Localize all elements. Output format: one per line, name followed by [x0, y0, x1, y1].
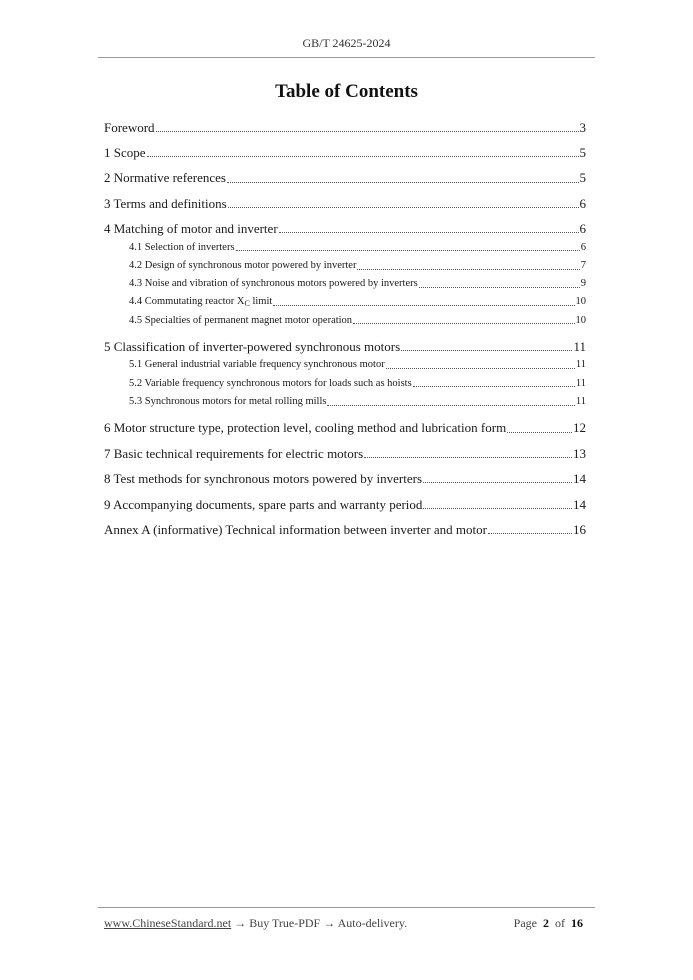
toc-entry-page: 11: [575, 396, 586, 408]
toc-dot-leader: [156, 131, 579, 132]
toc-entry[interactable]: [104, 293, 586, 311]
toc-entry-title: [104, 165, 226, 190]
page-footer: [104, 916, 586, 931]
toc-dot-leader: [227, 182, 579, 183]
toc-entry-title-text: 4.3 Noise and vibration of synchronous motors powered by inverters: [129, 278, 418, 290]
toc-entry-page: 11: [575, 377, 586, 389]
toc-entry-title-text: 9 Accompanying documents, spare parts and warranty period: [104, 496, 423, 512]
toc-entry-page: 16: [573, 521, 586, 537]
toc-dot-leader: [279, 232, 579, 233]
toc-dot-leader: [386, 368, 575, 369]
toc-dot-leader: [147, 156, 579, 157]
toc-entry-title: [129, 275, 418, 293]
toc-entry-page: 12: [573, 420, 586, 436]
toc-entry-title: [104, 191, 227, 216]
toc-entry-page: 6: [580, 241, 586, 253]
toc-entry-page: 13: [573, 445, 586, 461]
toc-dot-leader: [236, 250, 580, 251]
toc-entry-title: [129, 356, 385, 374]
running-header: [0, 36, 693, 51]
toc-entry-title-text: Annex A (informative) Technical information between inverter and motor: [104, 521, 487, 537]
toc-entry-page: 14: [573, 471, 586, 487]
toc-entry-page: 10: [575, 314, 586, 326]
toc-entry-title: [129, 239, 235, 257]
toc-entry-title: [104, 492, 422, 517]
toc-entry-page: 9: [580, 278, 586, 290]
toc-entry-title: [104, 415, 506, 440]
toc-dot-leader: [364, 457, 572, 458]
toc-entry[interactable]: [104, 115, 586, 140]
toc-entry-title-suffix: limit: [249, 296, 273, 308]
toc-entry-title-text: 8 Test methods for synchronous motors powered by inverters: [104, 471, 423, 487]
toc-entry-page: 5: [579, 170, 586, 186]
toc-dot-leader: [401, 350, 572, 351]
toc-entry[interactable]: [104, 140, 586, 165]
page-label: Page: [513, 916, 537, 930]
toc-dot-leader: [507, 432, 572, 433]
toc-dot-leader: [423, 482, 572, 483]
toc-dot-leader: [423, 508, 572, 509]
toc-entry-page: 10: [575, 296, 586, 308]
toc-entry[interactable]: [104, 257, 586, 275]
toc-dot-leader: [488, 533, 572, 534]
toc-entry-page: 3: [579, 120, 586, 135]
page-number: [514, 916, 586, 931]
toc-entry[interactable]: [104, 312, 586, 330]
toc-entry-page: 11: [575, 359, 586, 371]
toc-entry[interactable]: [104, 165, 586, 190]
toc-dot-leader: [357, 269, 579, 270]
document-id: GB/T 24625-2024: [302, 36, 391, 50]
toc-entry-page: 6: [579, 221, 586, 237]
table-of-contents: [104, 115, 586, 542]
toc-entry-title-text: 5 Classification of inverter-powered synchronous motors: [104, 339, 401, 355]
toc-entry[interactable]: [104, 441, 586, 466]
toc-entry-title: [104, 517, 487, 542]
toc-entry[interactable]: [104, 191, 586, 216]
toc-entry-title: [129, 393, 326, 411]
toc-entry-title: [129, 375, 412, 393]
toc-entry-title: [129, 257, 356, 275]
footer-rule: [98, 907, 595, 908]
toc-entry-title-text: 4.2 Design of synchronous motor powered by inverter: [129, 259, 357, 271]
page-total: 16: [571, 916, 583, 930]
toc-entry-title-text: 7 Basic technical requirements for electric motors: [104, 445, 364, 461]
toc-entry[interactable]: [104, 239, 586, 257]
toc-entry-title-text: 4.1 Selection of inverters: [129, 241, 235, 253]
toc-entry-title-text: 2 Normative references: [104, 170, 226, 186]
toc-entry-title-text: 5.3 Synchronous motors for metal rolling mills: [129, 396, 327, 408]
toc-entry[interactable]: [104, 492, 586, 517]
toc-dot-leader: [419, 287, 580, 288]
toc-entry-title: [104, 466, 422, 491]
header-rule: [98, 57, 595, 58]
toc-entry[interactable]: [104, 375, 586, 393]
toc-entry-title-text: 3 Terms and definitions: [104, 195, 227, 211]
toc-entry-title-text: 5.2 Variable frequency synchronous motors for loads such as hoists: [129, 377, 412, 389]
chinese-standard-link[interactable]: www.ChineseStandard.net: [104, 916, 232, 930]
toc-entry-page: 6: [579, 195, 586, 211]
toc-dot-leader: [413, 386, 575, 387]
toc-entry-title-text: Foreword: [104, 120, 155, 135]
page-title: Table of Contents: [275, 81, 418, 102]
page-of: of: [555, 916, 565, 930]
toc-entry-subscript: C: [244, 299, 250, 309]
toc-entry[interactable]: [104, 275, 586, 293]
toc-dot-leader: [228, 207, 579, 208]
toc-dot-leader: [353, 323, 574, 324]
footer-tagline: → Buy True-PDF → Auto-delivery.: [231, 916, 408, 930]
page-current: 2: [543, 916, 549, 930]
footer-promo: [104, 916, 407, 931]
toc-entry-title-text: 4 Matching of motor and inverter: [104, 221, 278, 237]
toc-entry-page: 14: [573, 496, 586, 512]
toc-dot-leader: [273, 305, 574, 306]
toc-entry-title: [104, 115, 155, 140]
toc-entry-title-text: 1 Scope: [104, 145, 146, 160]
toc-entry-title: [129, 312, 352, 330]
toc-entry-title-text: 5.1 General industrial variable frequency synchronous motor: [129, 359, 385, 371]
toc-entry-title: [129, 293, 272, 311]
toc-dot-leader: [327, 405, 574, 406]
toc-entry[interactable]: [104, 393, 586, 411]
toc-entry[interactable]: [104, 517, 586, 542]
toc-entry-title-text: 6 Motor structure type, protection level, cooling method and lubrication form: [104, 420, 507, 436]
toc-entry-title: [104, 140, 146, 165]
toc-entry-title: [104, 441, 363, 466]
toc-entry[interactable]: [104, 466, 586, 491]
toc-entry-title-text: 4.4 Commutating reactor X: [129, 296, 245, 308]
toc-entry-title-text: 4.5 Specialties of permanent magnet motor operation: [129, 314, 353, 326]
toc-entry-page: 11: [573, 339, 586, 355]
toc-entry[interactable]: [104, 356, 586, 374]
toc-entry-page: 5: [579, 145, 586, 160]
toc-entry-page: 7: [580, 259, 586, 271]
toc-entry[interactable]: [104, 415, 586, 440]
